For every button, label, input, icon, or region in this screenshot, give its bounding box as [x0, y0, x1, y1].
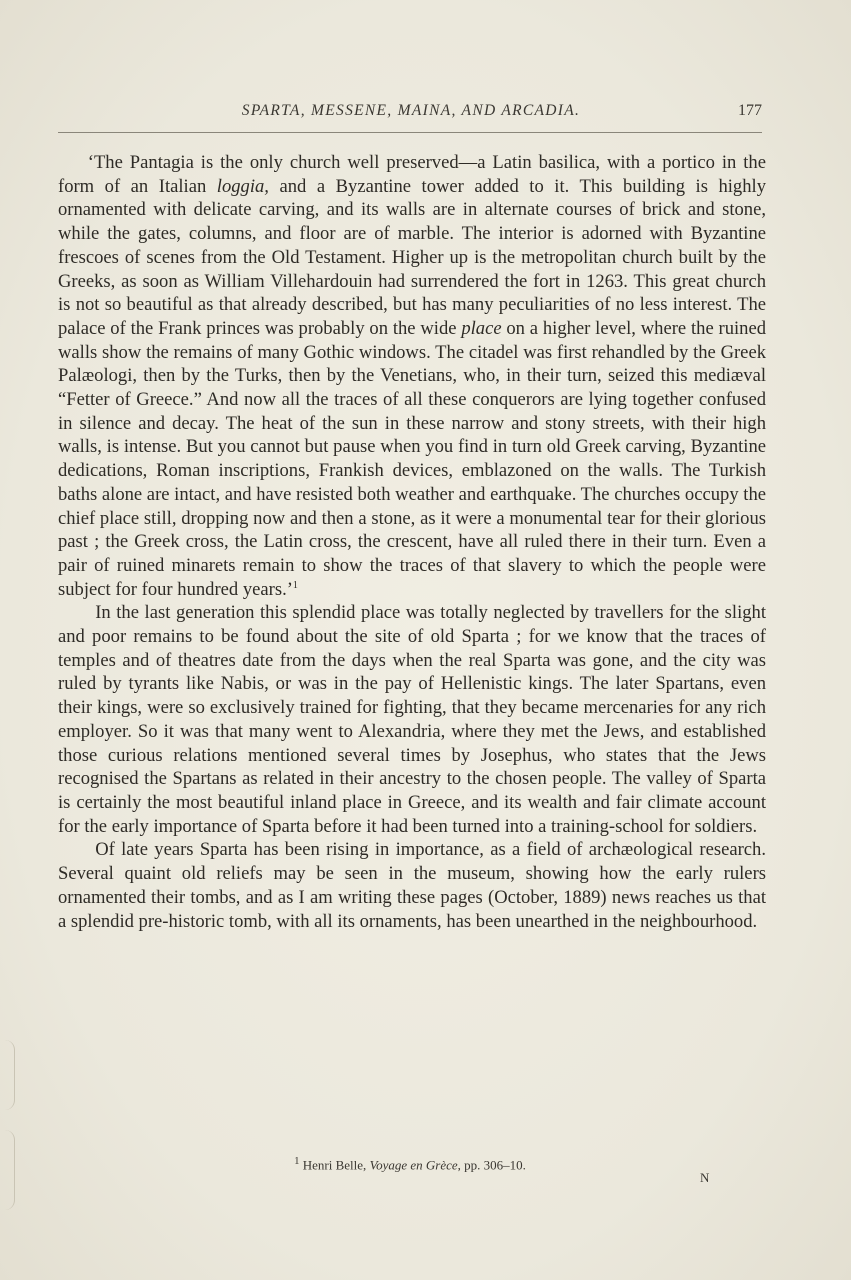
footnote-reference[interactable]: 1: [292, 579, 298, 591]
signature-mark: N: [700, 1170, 710, 1185]
paragraph-1-text-a: ‘The Pantagia is the only church well preserved—a Latin basilica, with a portico in the form of an Italian: [58, 152, 766, 197]
footnote-author: Henri Belle,: [302, 1157, 367, 1173]
footnote-pages: pp. 306–10.: [464, 1157, 526, 1173]
footnote-number: 1: [294, 1155, 300, 1167]
body-text: [58, 151, 766, 933]
footnote-work: Voyage en Grèce,: [369, 1157, 461, 1173]
page-edge-curl: [4, 1040, 15, 1110]
header-rule: [58, 132, 762, 133]
page-number: 177: [738, 102, 762, 119]
running-title: SPARTA, MESSENE, MAINA, AND ARCADIA.: [241, 102, 581, 119]
page-edge-curl: [4, 1130, 15, 1210]
page-header: [60, 102, 762, 126]
paragraph-2: In the last generation this splendid place was totally neglected by travellers for the slight and poor remains to be found about the site of old Sparta ; for we know that the traces of temples and of theatres date from the days when the real Sparta was gone, and the city was ruled by tyrants like Nabis, or was in the pay of Hellenistic kings. The later Spartans, even their kings, were so exclusively trained for fighting, that they became mercenaries for any rich employer. So it was that many went to Alexandria, where they met the Jews, and established those curious relations mentioned several times by Josephus, who states that the Jews recognised the Spartans as related in their ancestry to the chosen people. The valley of Sparta is certainly the most beautiful inland place in Greece, and its wealth and fair climate account for the early importance of Sparta before it had been turned into a training-school for soldiers.: [58, 602, 766, 837]
footnote: [60, 1155, 760, 1173]
italic-loggia: loggia,: [216, 175, 269, 197]
italic-place: place: [461, 317, 502, 339]
paragraph-1-text-b: and a Byzantine tower added to it. This building is highly ornamented with delicate carving, and its walls are in alternate courses of brick and stone, while the gates, columns, and floor are of marble. The interior is adorned with Byzantine frescoes of scenes from the Old Testament. Higher up is the metropolitan church built by the Greeks, as soon as William Villehardouin had surrendered the fort in 1263. This great church is not so beautiful as that already described, but has many peculiarities of no less interest. The palace of the Frank princes was probably on the wide: [58, 175, 766, 339]
paragraph-1-text-c: on a higher level, where the ruined walls show the remains of many Gothic windows. The citadel was first rehandled by the Greek Palæologi, then by the Turks, then by the Venetians, who, in their turn, seized this mediæval “Fetter of Greece.” And now all the traces of all these conquerors are lying together confused in silence and decay. The heat of the sun in these narrow and stony streets, with their high walls, is intense. But you cannot but pause when you find in turn old Greek carving, Byzantine dedications, Roman inscriptions, Frankish devices, emblazoned on the walls. The Turkish baths alone are intact, and have resisted both weather and earthquake. The churches occupy the chief place still, dropping now and then a stone, as it were a monumental tear for their glorious past ; the Greek cross, the Latin cross, the crescent, have all ruled there in their turn. Even a pair of ruined minarets remain to show the traces of that slavery to which the people were subject for four hundred years.’: [58, 317, 767, 600]
paragraph-1: [58, 151, 766, 601]
paragraph-3: Of late years Sparta has been rising in importance, as a field of archæological research. Several quaint old reliefs may be seen in the museum, showing how the early rulers ornamented their tombs, and as I am writing these pages (October, 1889) news reaches us that a splendid pre-historic tomb, with all its ornaments, has been unearthed in the neighbourhood.: [58, 839, 766, 932]
